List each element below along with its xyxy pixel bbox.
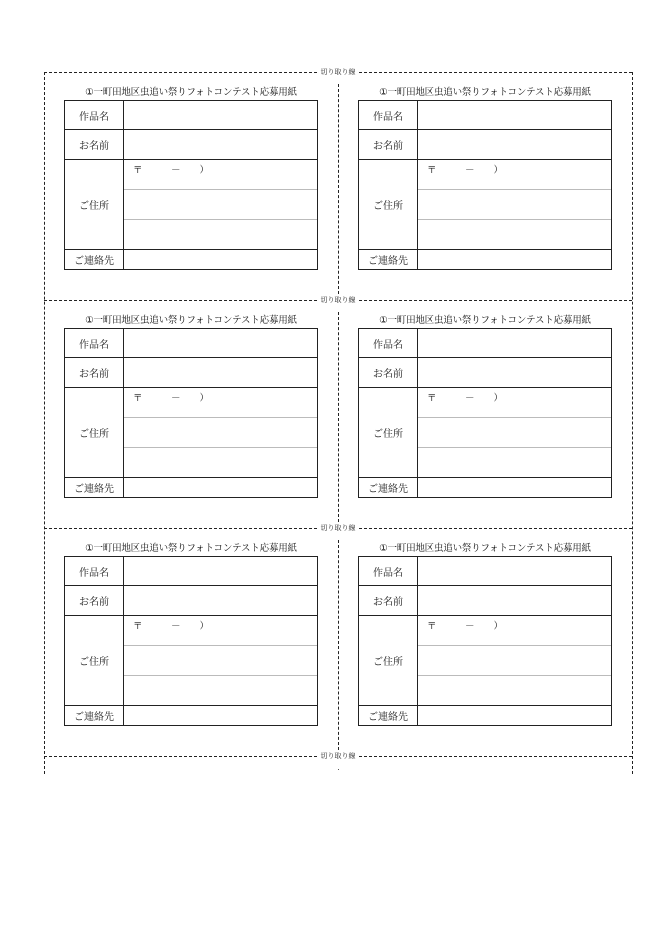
address-line-divider (418, 675, 611, 676)
label-address: ご住所 (359, 616, 418, 705)
postal-code-template: 〒 － ） (427, 621, 504, 632)
entry-form (64, 542, 318, 726)
entry-form (64, 314, 318, 498)
form-title: ①一町田地区虫追い祭りフォトコンテスト応募用紙 (379, 315, 591, 326)
label-address: ご住所 (359, 160, 418, 249)
label-address: ご住所 (359, 388, 418, 477)
label-contact: ご連絡先 (359, 706, 418, 725)
label-your-name: お名前 (359, 358, 418, 387)
label-work-name: 作品名 (65, 557, 124, 585)
form-table (64, 100, 318, 270)
form-table (64, 328, 318, 498)
label-work-name: 作品名 (359, 557, 418, 585)
label-your-name: お名前 (65, 358, 124, 387)
label-your-name: お名前 (65, 130, 124, 159)
form-title: ①一町田地区虫追い祭りフォトコンテスト応募用紙 (379, 87, 591, 98)
label-contact: ご連絡先 (65, 250, 124, 269)
address-line-divider (124, 645, 317, 646)
form-title: ①一町田地区虫追い祭りフォトコンテスト応募用紙 (85, 87, 297, 98)
cut-line-center (338, 84, 339, 294)
label-contact: ご連絡先 (359, 250, 418, 269)
label-contact: ご連絡先 (65, 478, 124, 497)
address-line-divider (418, 417, 611, 418)
label-your-name: お名前 (65, 586, 124, 615)
label-address: ご住所 (65, 160, 124, 249)
address-line-divider (418, 219, 611, 220)
cut-line-label: 切り取り線 (318, 296, 358, 304)
form-title: ①一町田地区虫追い祭りフォトコンテスト応募用紙 (85, 543, 297, 554)
address-line-divider (418, 447, 611, 448)
entry-form (358, 314, 612, 498)
address-line-divider (124, 219, 317, 220)
label-your-name: お名前 (359, 586, 418, 615)
postal-code-template: 〒 － ） (133, 165, 210, 176)
label-work-name: 作品名 (359, 329, 418, 357)
label-address: ご住所 (65, 616, 124, 705)
form-table (358, 328, 612, 498)
cut-line-left (44, 72, 45, 774)
entry-form (64, 86, 318, 270)
cut-line-right (632, 72, 633, 774)
cut-line-label: 切り取り線 (318, 752, 358, 760)
label-your-name: お名前 (359, 130, 418, 159)
address-line-divider (418, 189, 611, 190)
address-line-divider (418, 645, 611, 646)
address-line-divider (124, 417, 317, 418)
form-table (64, 556, 318, 726)
label-address: ご住所 (65, 388, 124, 477)
label-work-name: 作品名 (359, 101, 418, 129)
center-mark (338, 769, 339, 770)
cut-line-center (338, 540, 339, 750)
entry-form (358, 86, 612, 270)
form-title: ①一町田地区虫追い祭りフォトコンテスト応募用紙 (85, 315, 297, 326)
address-line-divider (124, 675, 317, 676)
postal-code-template: 〒 － ） (133, 621, 210, 632)
form-table (358, 100, 612, 270)
label-contact: ご連絡先 (359, 478, 418, 497)
postal-code-template: 〒 － ） (427, 165, 504, 176)
postal-code-template: 〒 － ） (133, 393, 210, 404)
entry-form (358, 542, 612, 726)
form-title: ①一町田地区虫追い祭りフォトコンテスト応募用紙 (379, 543, 591, 554)
label-contact: ご連絡先 (65, 706, 124, 725)
postal-code-template: 〒 － ） (427, 393, 504, 404)
cut-line-label: 切り取り線 (318, 68, 358, 76)
cut-line-center (338, 312, 339, 522)
address-line-divider (124, 447, 317, 448)
label-work-name: 作品名 (65, 329, 124, 357)
cut-line-label: 切り取り線 (318, 524, 358, 532)
address-line-divider (124, 189, 317, 190)
form-table (358, 556, 612, 726)
label-work-name: 作品名 (65, 101, 124, 129)
